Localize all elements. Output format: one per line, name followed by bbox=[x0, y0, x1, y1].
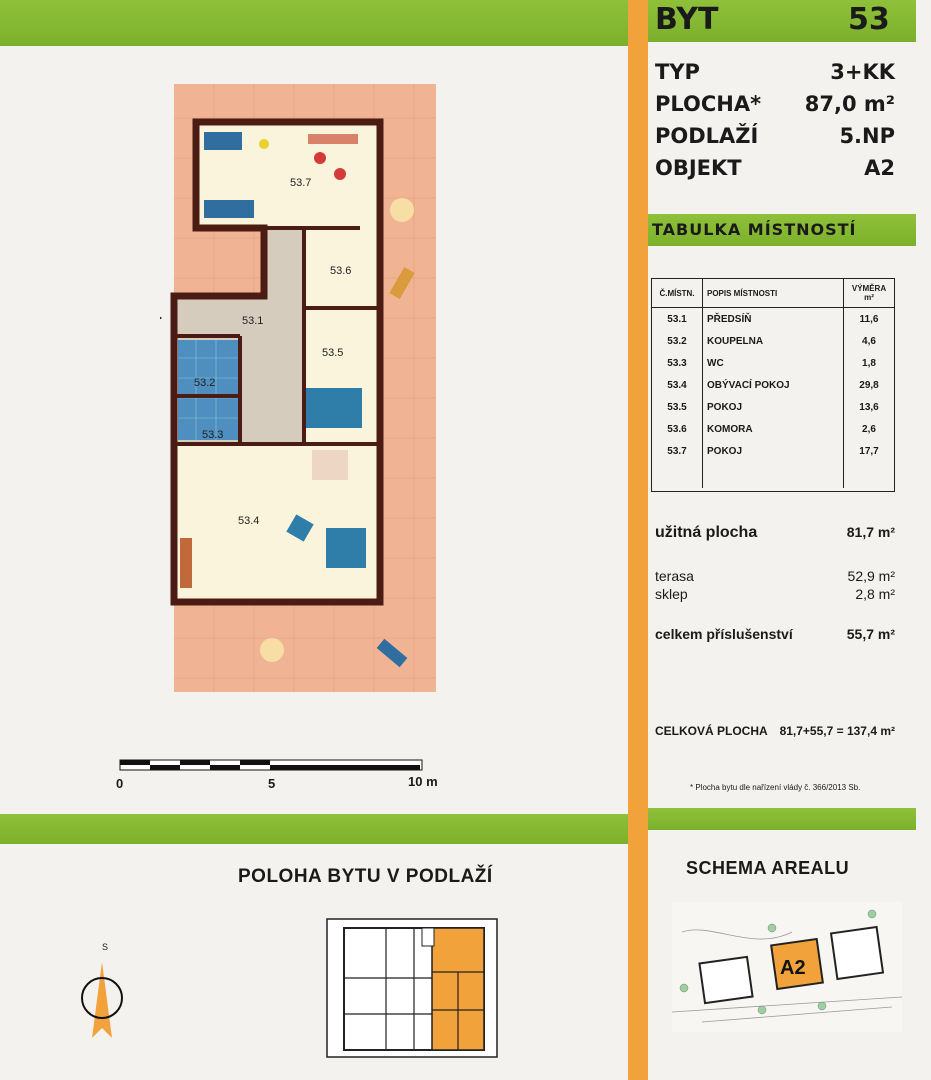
info-typ: TYP 3+KK bbox=[655, 60, 895, 84]
floor-position-plan bbox=[326, 918, 498, 1058]
compass-icon bbox=[76, 958, 128, 1048]
col-num: Č.MÍSTN. bbox=[652, 279, 703, 308]
room-label-53-1: 53.1 bbox=[242, 315, 264, 327]
room-label-53-2: 53.2 bbox=[194, 377, 216, 389]
room-label-53-4: 53.4 bbox=[238, 515, 260, 527]
info-podlazi: PODLAŽÍ 5.NP bbox=[655, 124, 895, 148]
middle-banner-right bbox=[648, 808, 916, 830]
uzitna-plocha: užitná plocha 81,7 m² bbox=[655, 524, 895, 541]
room-label-53-3: 53.3 bbox=[202, 429, 224, 441]
table-row: 53.6 KOMORA 2,6 bbox=[652, 418, 894, 440]
table-row: 53.2 KOUPELNA 4,6 bbox=[652, 330, 894, 352]
room-label-53-6: 53.6 bbox=[330, 265, 352, 277]
schema-building-label: A2 bbox=[780, 957, 806, 979]
col-desc: POPIS MÍSTNOSTI bbox=[703, 279, 844, 308]
table-row: 53.1 PŘEDSÍŇ 11,6 bbox=[652, 308, 894, 331]
celkova-plocha: CELKOVÁ PLOCHA 81,7+55,7 = 137,4 m² bbox=[655, 724, 895, 738]
bathroom bbox=[178, 340, 240, 440]
floor-plan bbox=[160, 78, 450, 698]
terasa: terasa 52,9 m² bbox=[655, 568, 895, 584]
rooms-table-frame bbox=[651, 278, 895, 492]
poloha-title: POLOHA BYTU V PODLAŽÍ bbox=[238, 866, 493, 887]
room-label-53-5: 53.5 bbox=[322, 347, 344, 359]
middle-banner bbox=[0, 814, 628, 844]
compass-label: S bbox=[102, 942, 109, 952]
table-row: 53.3 WC 1,8 bbox=[652, 352, 894, 374]
top-banner bbox=[0, 0, 628, 46]
vertical-divider bbox=[628, 0, 648, 1080]
room-label-53-7: 53.7 bbox=[290, 177, 312, 189]
rooms-title: TABULKA MÍSTNOSTÍ bbox=[652, 220, 857, 239]
sklep: sklep 2,8 m² bbox=[655, 586, 895, 602]
table-row: 53.5 POKOJ 13,6 bbox=[652, 396, 894, 418]
scale-bar bbox=[118, 758, 438, 774]
info-objekt: OBJEKT A2 bbox=[655, 156, 895, 180]
site-schema bbox=[672, 902, 902, 1032]
scale-5: 5 bbox=[268, 776, 276, 791]
byt-number: 53 bbox=[848, 2, 890, 37]
celkem-prislusenstvi: celkem příslušenství 55,7 m² bbox=[655, 626, 895, 642]
table-row: 53.4 OBÝVACÍ POKOJ 29,8 bbox=[652, 374, 894, 396]
info-plocha: PLOCHA* 87,0 m² bbox=[655, 92, 895, 116]
col-area: VÝMĚRA m² bbox=[844, 279, 895, 308]
byt-label: BYT bbox=[655, 2, 719, 37]
table-row: 53.7 POKOJ 17,7 bbox=[652, 440, 894, 462]
scale-0: 0 bbox=[116, 776, 124, 791]
scale-10: 10 m bbox=[408, 774, 438, 789]
schema-title: SCHEMA AREALU bbox=[686, 858, 850, 878]
footnote: * Plocha bytu dle nařízení vlády č. 366/2013 Sb. bbox=[690, 783, 861, 792]
